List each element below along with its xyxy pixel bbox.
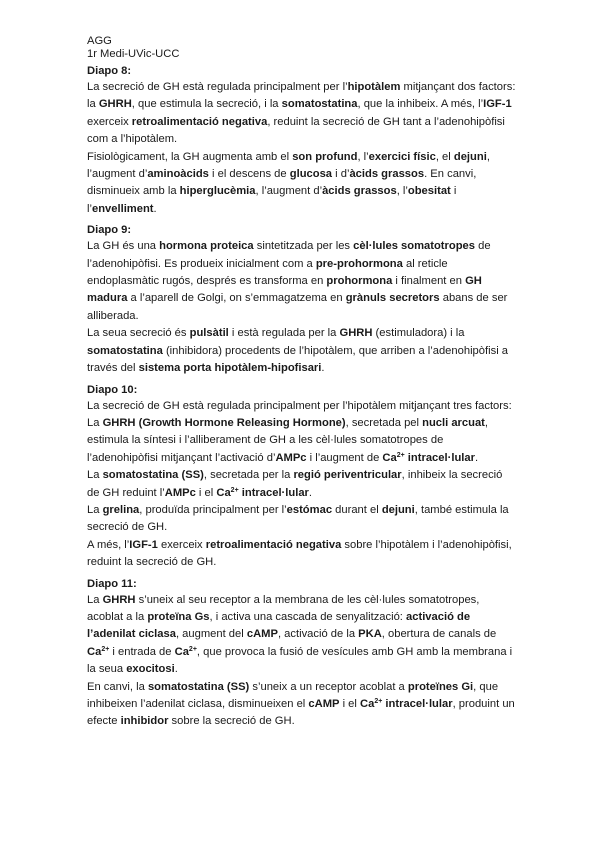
bold-superscript xyxy=(397,452,405,464)
bold-term: proteïnes Gi xyxy=(407,680,474,693)
text-run: , l’ xyxy=(357,150,369,163)
text-run: . xyxy=(174,663,178,676)
text-run: , produïda principalment per l’ xyxy=(139,503,287,516)
bold-term: inhibidor xyxy=(120,715,169,728)
section-heading: Diapo 9: xyxy=(87,224,132,237)
bold-term: somatostatina xyxy=(281,98,358,111)
document-page xyxy=(87,35,517,731)
text-run: . xyxy=(474,451,479,464)
text-run: , produint un efecte xyxy=(87,698,515,728)
paragraph xyxy=(87,537,517,572)
text-run: (estimuladora) i la xyxy=(372,327,465,340)
text-run: La seua secreció és xyxy=(87,327,190,340)
text-run: abans de ser alliberada. xyxy=(87,292,508,322)
text-run: , augment del xyxy=(175,628,247,641)
text-run: , secretada pel xyxy=(345,416,423,429)
superscript-charge: 2+ xyxy=(230,486,239,494)
text-run: i l’augment de xyxy=(306,451,383,464)
text-run: . xyxy=(308,486,313,499)
text-run: La xyxy=(87,469,103,482)
bold-term: obesitat xyxy=(407,185,451,198)
bold-term: intracel·lular xyxy=(404,451,475,464)
bold-term: Ca xyxy=(174,645,189,658)
paragraph xyxy=(87,149,517,219)
section-diapo-8 xyxy=(87,63,517,218)
bold-term: àcids grassos xyxy=(322,185,397,198)
paragraph xyxy=(87,79,517,149)
bold-term: exocitosi xyxy=(126,663,175,676)
bold-term: grelina xyxy=(102,503,140,516)
bold-term: grànuls secretors xyxy=(345,292,440,305)
superscript-charge: 2+ xyxy=(188,645,197,653)
bold-term: glucosa xyxy=(289,168,333,181)
bold-term: somatostatina xyxy=(87,344,163,357)
text-run: , que la inhibeix. A més, l’ xyxy=(357,98,484,111)
course-label: 1r Medi-UVic-UCC xyxy=(87,48,180,60)
text-run: al reticle endoplasmàtic rugós, després es transforma en xyxy=(87,257,448,288)
text-run: , l’augment d’ xyxy=(87,150,490,181)
text-run: i finalment en xyxy=(392,275,466,288)
bold-term: pulsàtil xyxy=(189,327,229,340)
section-diapo-10 xyxy=(87,382,517,572)
bold-term: hiperglucèmia xyxy=(179,185,256,198)
author-initials: AGG xyxy=(87,35,112,47)
bold-term: Ca xyxy=(87,645,102,658)
text-run: , activació de la xyxy=(277,628,359,641)
superscript-charge: 2+ xyxy=(101,645,110,653)
text-run: La xyxy=(87,416,103,429)
paragraph xyxy=(87,398,517,415)
section-heading: Diapo 10: xyxy=(87,383,138,396)
bold-superscript xyxy=(231,487,239,499)
bold-term: regió periventricular xyxy=(293,469,402,482)
bold-term: cAMP xyxy=(246,628,278,641)
text-run: , que provoca la fusió de vesícules amb GH amb la membrana i la seua xyxy=(87,645,513,676)
bold-term: Ca xyxy=(216,486,231,499)
bold-term: pre-prohormona xyxy=(315,257,403,270)
bold-term: Ca xyxy=(382,451,397,464)
bold-term: dejuni xyxy=(381,503,415,516)
bold-term: somatostatina (SS) xyxy=(102,469,204,482)
section-diapo-11 xyxy=(87,576,517,731)
bold-term: nucli arcuat xyxy=(422,416,485,429)
bold-term: intracel·lular xyxy=(238,486,309,499)
bold-term: GHRH xyxy=(102,593,136,606)
text-run: i l’ xyxy=(87,185,457,215)
text-run: La secreció de GH està regulada principalment per l’hipotàlem mitjançant tres factors: xyxy=(87,399,512,412)
text-run: i el xyxy=(339,698,361,710)
text-run: A més, l’ xyxy=(87,538,130,551)
text-run: . xyxy=(153,202,157,215)
text-run: s’uneix a un receptor acoblat a xyxy=(249,680,408,693)
bold-term: AMPc xyxy=(275,451,307,464)
text-run: , l’augment d’ xyxy=(255,185,323,198)
text-run: , reduint la secreció de GH tant a l’adenohipòfisi com a l’hipotàlem. xyxy=(87,115,505,146)
paragraph xyxy=(87,467,517,502)
text-run: de l’adenohipòfisi. Es produeix inicialment com a xyxy=(87,240,491,270)
text-run: mitjançant dos factors: la xyxy=(87,81,516,111)
paragraph xyxy=(87,679,517,731)
bold-term: activació de l’adenilat ciclasa xyxy=(87,610,471,641)
paragraph xyxy=(87,415,517,467)
bold-term: sistema porta hipotàlem-hipofisari xyxy=(138,362,322,375)
paragraph xyxy=(87,325,517,377)
text-run: exerceix xyxy=(157,538,206,551)
text-run: i està regulada per la xyxy=(228,327,340,340)
document-body xyxy=(87,63,517,731)
bold-term: cAMP xyxy=(308,698,340,710)
superscript-charge: 2+ xyxy=(374,698,383,705)
section-diapo-9 xyxy=(87,222,517,377)
bold-term: prohormona xyxy=(326,275,393,288)
bold-term: hormona proteica xyxy=(159,240,254,253)
bold-term: GHRH (Growth Hormone Releasing Hormone) xyxy=(102,416,346,429)
bold-term: IGF-1 xyxy=(129,538,158,551)
text-run: . xyxy=(321,362,325,375)
bold-term: retroalimentació negativa xyxy=(131,115,268,128)
bold-term: somatostatina (SS) xyxy=(147,680,250,693)
text-run: La xyxy=(87,593,103,606)
bold-term: hipotàlem xyxy=(347,81,401,93)
text-run: a l’aparell de Golgi, on s’emmagatzema en xyxy=(127,292,346,305)
bold-term: aminoàcids xyxy=(147,168,209,181)
bold-term: estómac xyxy=(286,503,333,516)
bold-term: GHRH xyxy=(339,327,373,340)
bold-term: Ca xyxy=(360,698,375,710)
text-run: , el xyxy=(435,150,454,163)
text-run: La xyxy=(87,503,103,516)
text-run: i d’ xyxy=(332,168,350,181)
text-run: i el descens de xyxy=(208,168,290,181)
text-run: i el xyxy=(195,486,217,499)
text-run: Fisiològicament, la GH augmenta amb el xyxy=(87,150,293,163)
bold-term: retroalimentació negativa xyxy=(205,538,342,551)
text-run: , secretada per la xyxy=(203,469,294,482)
text-run: La secreció de GH està regulada principalment per l’ xyxy=(87,81,348,93)
text-run: sobre l’hipotàlem i l’adenohipòfisi, reduint la secreció de GH. xyxy=(87,538,512,569)
bold-term: GH madura xyxy=(87,275,482,305)
paragraph xyxy=(87,502,517,537)
text-run: (inhibidora) procedents de l’hipotàlem, que arriben a l’adenohipòfisi a través del xyxy=(87,344,509,375)
bold-term: envelliment xyxy=(91,202,154,215)
text-run: En canvi, la xyxy=(87,680,148,693)
text-run: , també estimula la secreció de GH. xyxy=(87,503,509,534)
text-run: , que estimula la secreció, i la xyxy=(131,98,282,111)
bold-term: GHRH xyxy=(98,98,132,111)
bold-term: IGF-1 xyxy=(483,98,512,111)
bold-term: proteïna Gs xyxy=(147,610,210,623)
superscript-charge: 2+ xyxy=(396,451,405,459)
bold-term: dejuni xyxy=(453,150,487,163)
bold-term: AMPc xyxy=(164,486,196,499)
text-run: . En canvi, disminueix amb la xyxy=(87,168,477,198)
text-run: , que inhibeixen l’adenilat ciclasa, disminueixen el xyxy=(87,680,499,710)
text-run: , estimula la síntesi i l’alliberament de GH a les cèl·lules somatotropes de l’adenohipòfisi mitjançant l’activació d’ xyxy=(87,416,489,464)
bold-term: intracel·lular xyxy=(382,698,453,710)
section-heading: Diapo 8: xyxy=(87,65,132,77)
bold-term: son profund xyxy=(292,150,358,163)
paragraph xyxy=(87,238,517,325)
text-run: , inhibeix la secreció de GH reduint l’ xyxy=(87,469,503,499)
paragraph xyxy=(87,592,517,679)
bold-term: cèl·lules somatotropes xyxy=(353,240,475,253)
bold-term: exercici físic xyxy=(368,150,436,163)
bold-superscript xyxy=(189,646,197,658)
text-run: sobre la secreció de GH. xyxy=(168,715,295,728)
text-run: , obertura de canals de xyxy=(381,628,497,641)
text-run: La GH és una xyxy=(87,240,160,253)
text-run: , l’ xyxy=(396,185,408,198)
text-run: , i activa una cascada de senyalització: xyxy=(209,610,407,623)
section-heading: Diapo 11: xyxy=(87,577,137,590)
text-run: exerceix xyxy=(87,115,132,128)
text-run: i entrada de xyxy=(109,645,175,658)
bold-term: PKA xyxy=(358,628,382,641)
text-run: s’uneix al seu receptor a la membrana de les cèl·lules somatotropes, acoblat a la xyxy=(87,593,480,623)
bold-term: àcids grassos xyxy=(349,168,425,181)
text-run: sintetitzada per les xyxy=(253,240,354,253)
text-run: durant el xyxy=(332,503,382,516)
